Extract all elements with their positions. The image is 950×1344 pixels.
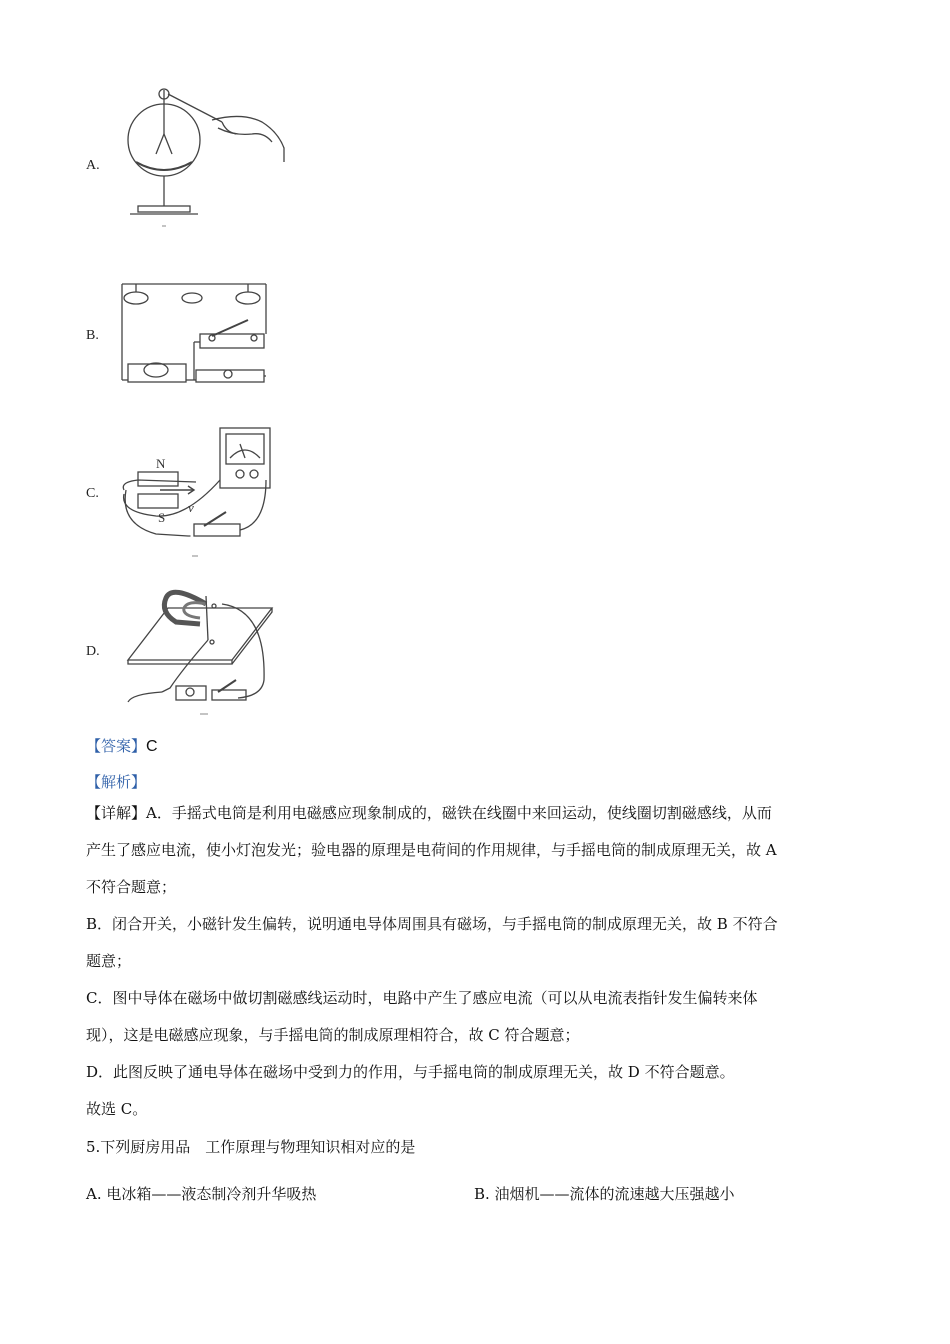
south-pole-label: S	[158, 510, 166, 525]
circuit-compass-switch-icon	[116, 276, 276, 396]
answer-value: C	[146, 738, 158, 755]
detail-line: 现），这是电磁感应现象，与手摇电筒的制成原理相符合，故 C 符合题意；	[86, 1026, 580, 1044]
detail-line: 【详解】A．手摇式电筒是利用电磁感应现象制成的，磁铁在线圈中来回运动，使线圈切割磁感线，从而	[86, 804, 772, 822]
option-b-label: B.	[86, 328, 99, 343]
option-d-label: D.	[86, 644, 100, 659]
detail-line: 故选 C。	[86, 1100, 148, 1118]
question-5-option-a: A. 电冰箱——液态制冷剂升华吸热	[86, 1185, 317, 1203]
detail-line: D．此图反映了通电导体在磁场中受到力的作用，与手摇电筒的制成原理无关，故 D 不符合题意。	[86, 1063, 735, 1081]
horseshoe-magnet-circuit-icon	[122, 580, 282, 718]
option-c-label: C.	[86, 486, 99, 501]
answer-line	[86, 735, 158, 756]
question-5-option-b: B. 油烟机——流体的流速越大压强越小	[474, 1185, 735, 1203]
electroscope-hand-icon	[122, 82, 292, 230]
detail-line: C．图中导体在磁场中做切割磁感线运动时，电路中产生了感应电流（可以从电流表指针发生偏转来体	[86, 989, 758, 1007]
magnet-conductor-galvanometer-icon	[116, 424, 286, 560]
detail-paragraph	[86, 795, 876, 1128]
answer-tag: 【答案】	[86, 737, 147, 755]
north-pole-label: N	[156, 456, 166, 471]
detail-line: B．闭合开关，小磁针发生偏转，说明通电导体周围具有磁场，与手摇电筒的制成原理无关，故 B 不符合	[86, 915, 778, 933]
detail-line: 产生了感应电流，使小灯泡发光；验电器的原理是电荷间的作用规律，与手摇电筒的制成原理无关，故 A	[86, 841, 777, 859]
detail-line: 题意；	[86, 952, 132, 970]
detail-line: 不符合题意；	[86, 878, 177, 896]
option-a-label: A.	[86, 158, 100, 173]
analysis-tag: 【解析】	[86, 773, 147, 791]
velocity-label: v	[188, 500, 194, 515]
question-5-stem: 5.下列厨房用品 工作原理与物理知识相对应的是	[86, 1138, 416, 1156]
